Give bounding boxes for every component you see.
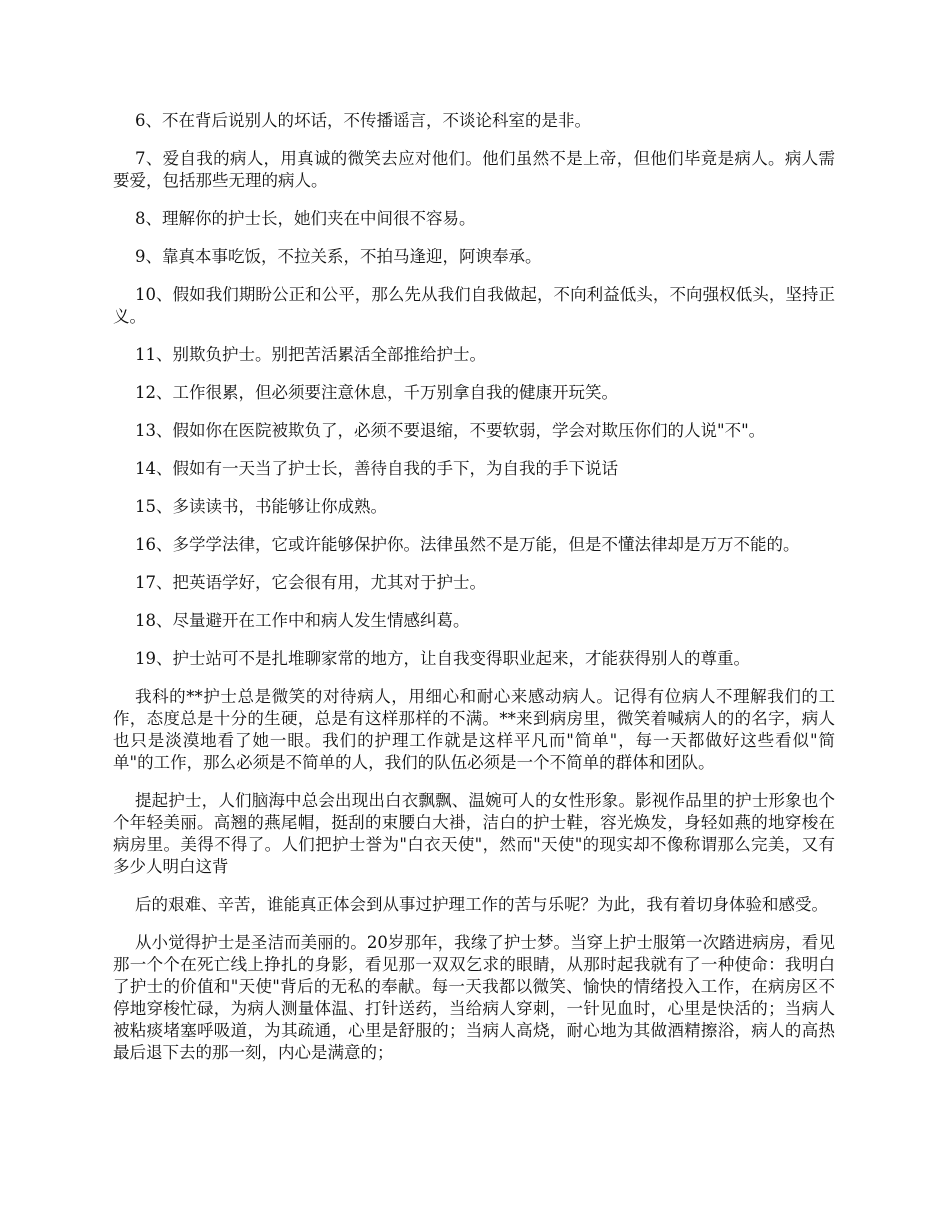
- paragraph-rule-6: 6、不在背后说别人的坏话，不传播谣言，不谈论科室的是非。: [135, 111, 591, 130]
- paragraph-rule-16: 16、多学学法律，它或许能够保护你。法律虽然不是万能，但是不懂法律却是万万不能的。: [135, 535, 800, 554]
- paragraph-rule-19: 19、护士站可不是扎堆聊家常的地方，让自我变得职业起来，才能获得别人的尊重。: [135, 649, 750, 668]
- paragraph-rule-10: 10、假如我们期盼公正和公平，那么先从我们自我做起，不向利益低头，不向强权低头，坚持正义。: [113, 285, 835, 326]
- paragraph-rule-8: 8、理解你的护士长，她们夹在中间很不容易。: [135, 209, 476, 228]
- paragraph-rule-7: 7、爱自我的病人，用真诚的微笑去应对他们。他们虽然不是上帝，但他们毕竟是病人。病人需要爱，包括那些无理的病人。: [113, 149, 835, 190]
- paragraph-hardship: 后的艰难、辛苦，谁能真正体会到从事过护理工作的苦与乐呢？为此，我有着切身体验和感受。: [135, 895, 828, 914]
- paragraph-rule-12: 12、工作很累，但必须要注意休息，千万别拿自我的健康开玩笑。: [135, 383, 618, 402]
- document-body: [113, 110, 835, 1080]
- paragraph-rule-18: 18、尽量避开在工作中和病人发生情感纠葛。: [135, 611, 470, 630]
- paragraph-rule-17: 17、把英语学好，它会很有用，尤其对于护士。: [135, 573, 486, 592]
- paragraph-rule-9: 9、靠真本事吃饭，不拉关系，不拍马逢迎，阿谀奉承。: [135, 247, 542, 266]
- paragraph-rule-13: 13、假如你在医院被欺负了，必须不要退缩，不要软弱，学会对欺压你们的人说"不"。: [135, 421, 766, 440]
- paragraph-personal-experience: 从小觉得护士是圣洁而美丽的。20岁那年，我缘了护士梦。当穿上护士服第一次踏进病房，看见那一个个在死亡线上挣扎的身影，看见那一双双乞求的眼睛，从那时起我就有了一种使命：我明白了护士的价值和"天使"背后的无私的奉献。每一天我都以微笑、愉快的情绪投入工作，在病房区不停地穿梭忙碌，为病人测量体温、打针送药，当给病人穿刺，一针见血时，心里是快活的；当病人被粘痰堵塞呼吸道，为其疏通，心里是舒服的；当病人高烧，耐心地为其做酒精擦浴，病人的高热最后退下去的那一刻，内心是满意的；: [113, 933, 835, 1062]
- paragraph-rule-15: 15、多读读书，书能够让你成熟。: [135, 497, 387, 516]
- paragraph-nurse-story: 我科的**护士总是微笑的对待病人，用细心和耐心来感动病人。记得有位病人不理解我们的工作，态度总是十分的生硬，总是有这样那样的不满。**来到病房里，微笑着喊病人的的名字，病人也只是淡漠地看了她一眼。我们的护理工作就是这样平凡而"简单"，每一天都做好这些看似"简单"的工作，那么必须是不简单的人，我们的队伍必须是一个不简单的群体和团队。: [113, 687, 835, 772]
- paragraph-rule-14: 14、假如有一天当了护士长，善待自我的手下，为自我的手下说话: [135, 459, 618, 478]
- paragraph-nurse-image: 提起护士，人们脑海中总会出现出白衣飘飘、温婉可人的女性形象。影视作品里的护士形象也个个年轻美丽。高翘的燕尾帽，挺刮的束腰白大褂，洁白的护士鞋，容光焕发，身轻如燕的地穿梭在病房里。美得不得了。人们把护士誉为"白衣天使"，然而"天使"的现实却不像称谓那么完美，又有多少人明白这背: [113, 791, 835, 876]
- paragraph-rule-11: 11、别欺负护士。别把苦活累活全部推给护士。: [135, 345, 486, 364]
